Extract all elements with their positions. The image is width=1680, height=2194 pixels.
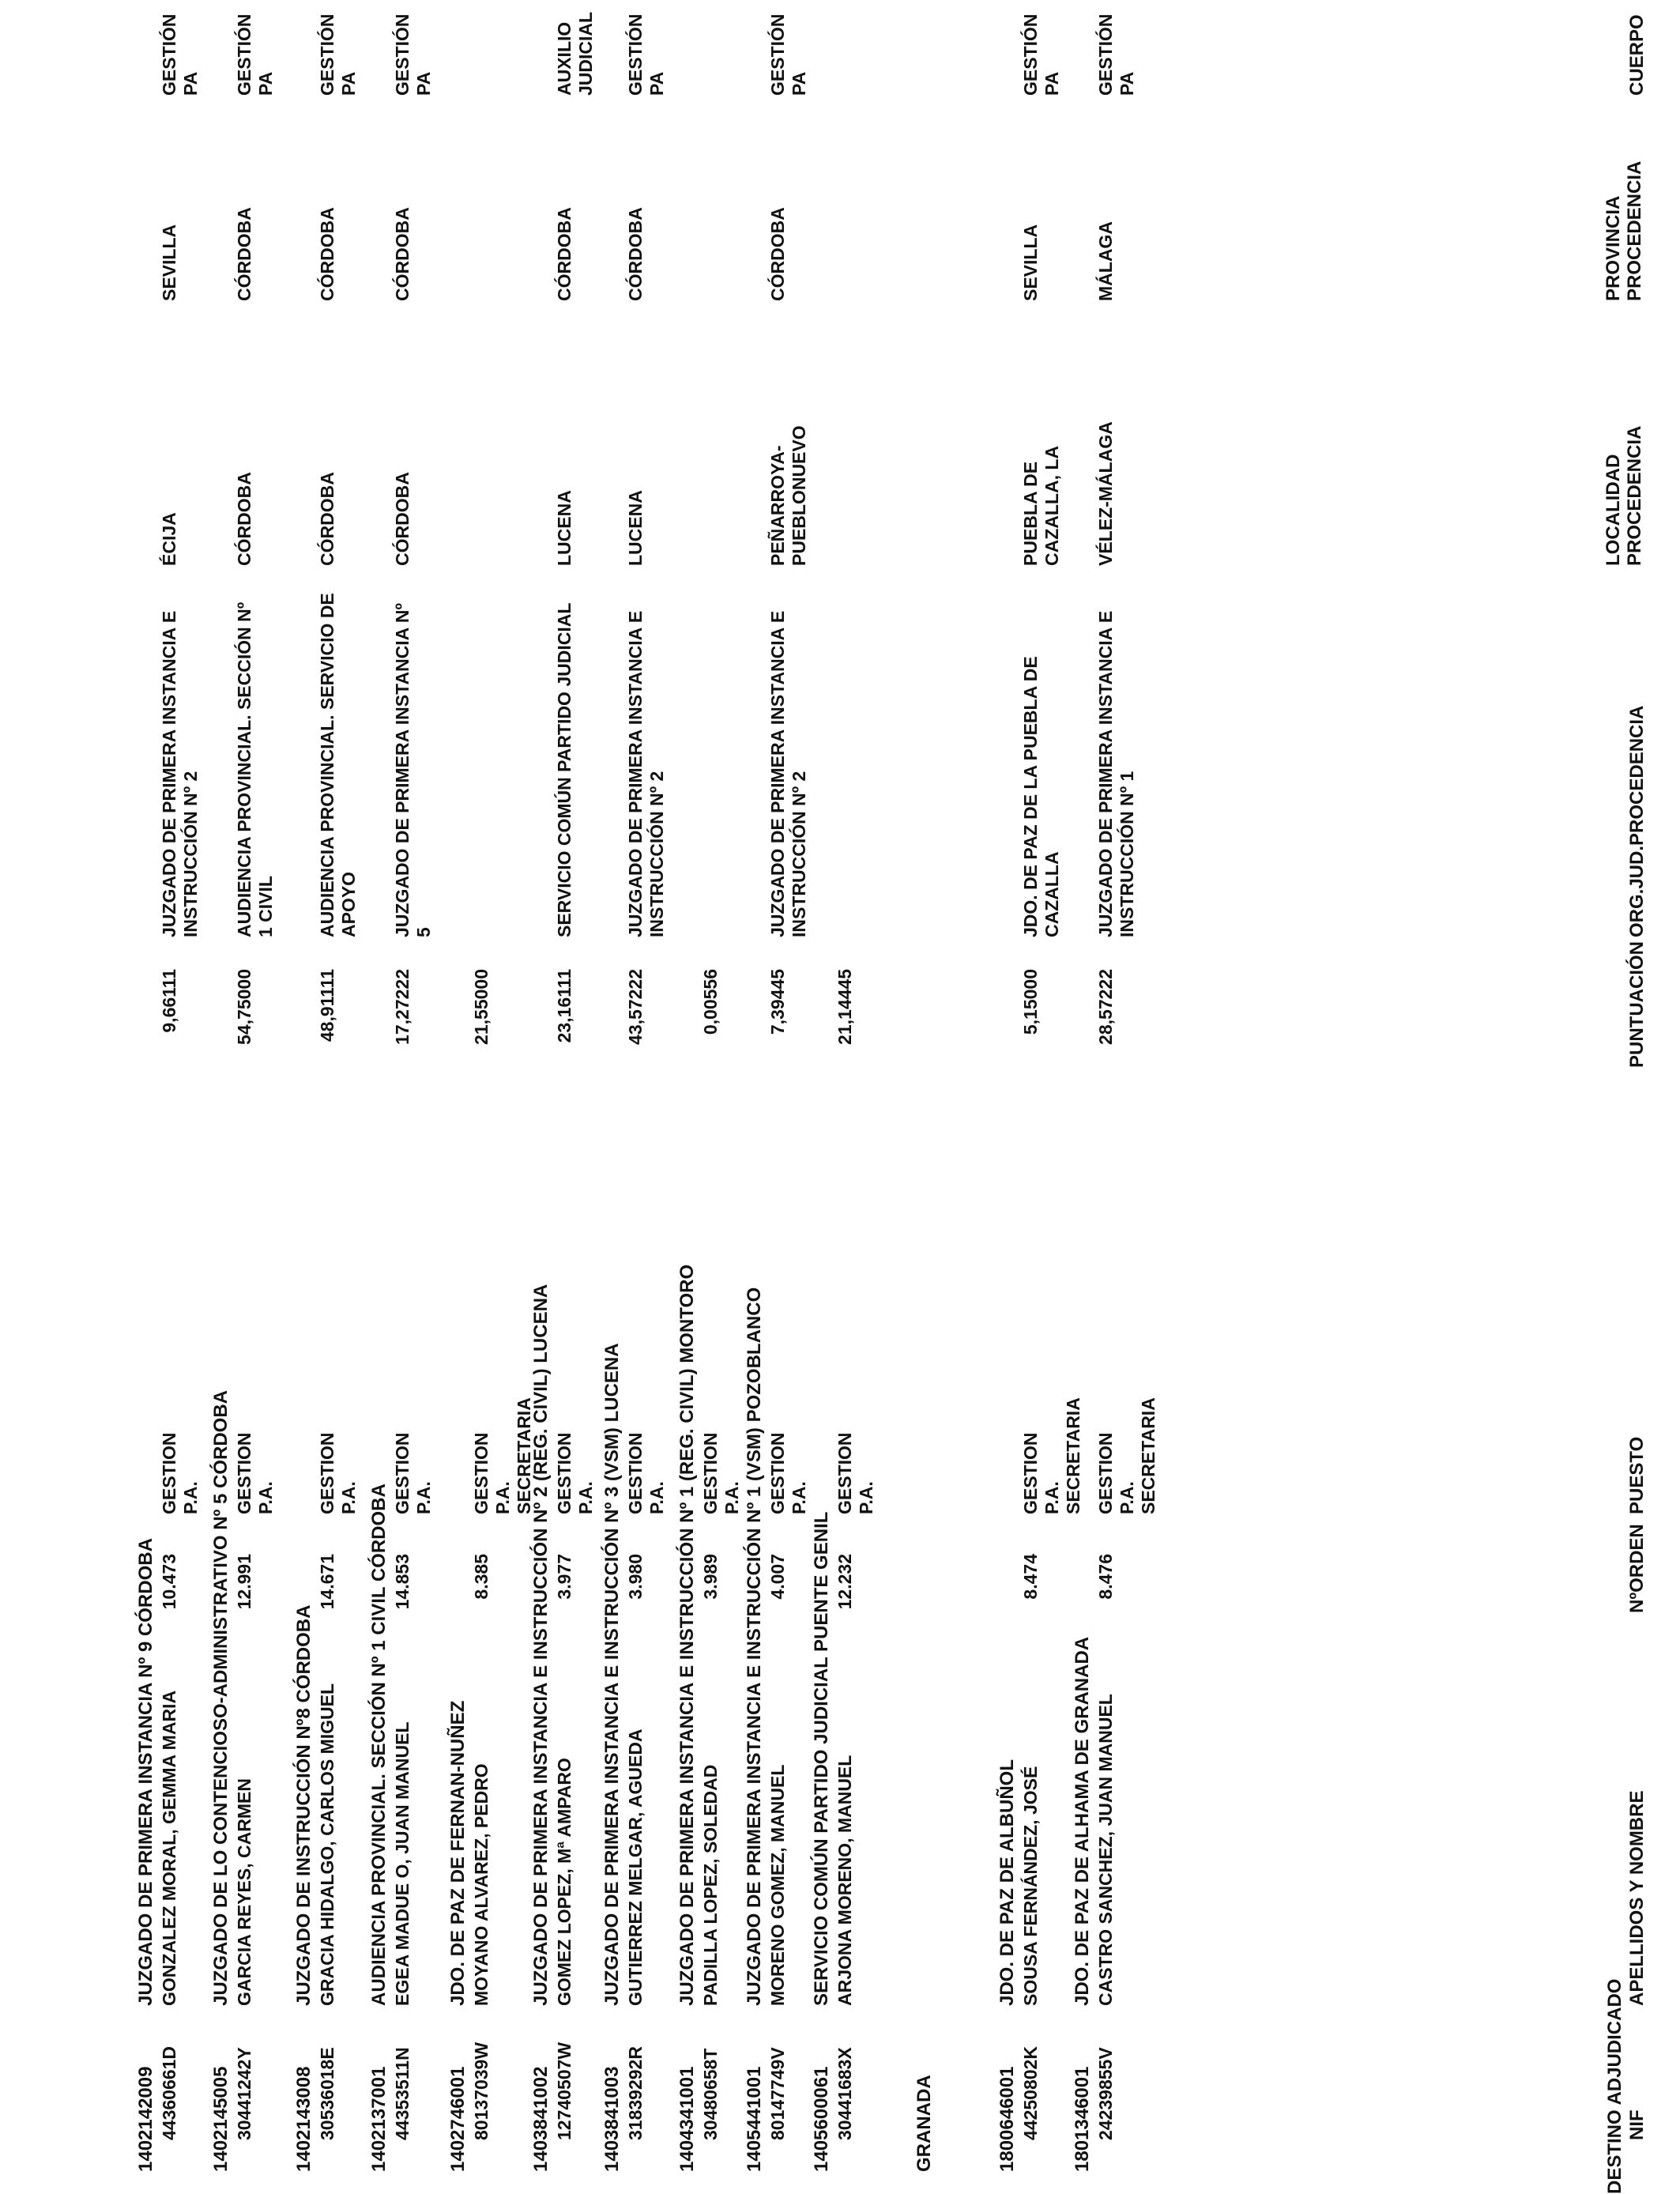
destino-title: JDO. DE PAZ DE ALHAMA DE GRANADA [1072,1636,1093,2006]
cell-nif: 12740507W [554,2041,574,2140]
cell-puesto: GESTION P.A. SECRETARIA [1020,1397,1083,1514]
header-puntuacion: PUNTUACIÓN [1626,941,1648,1068]
destino-title: JUZGADO DE PRIMERA INSTANCIA E INSTRUCCIÓN Nº 1 (VSM) POZOBLANCO [744,1287,765,2006]
cell-puesto: GESTION P.A. SECRETARIA [471,1397,534,1514]
cell-provincia: CÓRDOBA [317,207,337,301]
cell-orden: 3.989 [700,1554,721,1600]
cell-provincia: CÓRDOBA [625,207,646,301]
destino-code: 1405441001 [744,2066,765,2172]
cell-puntuacion: 17,27222 [392,969,412,1045]
cell-nombre: MORENO GOMEZ, MANUEL [767,1764,788,2006]
cell-nombre: GUTIERREZ MELGAR, AGUEDA [625,1728,646,2006]
cell-orden: 12.232 [834,1554,855,1610]
header-provincia: PROVINCIA PROCEDENCIA [1603,160,1645,301]
header-puesto: PUESTO [1626,1436,1648,1514]
destino-code: 1402145005 [210,2066,232,2172]
destino-code: 1403841003 [601,2066,623,2172]
cell-puntuacion: 54,75000 [234,969,254,1045]
destino-title: JUZGADO DE PRIMERA INSTANCIA E INSTRUCCIÓN Nº 3 (VSM) LUCENA [601,1343,623,2006]
cell-orden: 3.977 [554,1554,574,1600]
destino-title: JUZGADO DE PRIMERA INSTANCIA E INSTRUCCIÓN Nº 2 (REG. CIVIL) LUCENA [530,1284,552,2006]
cell-nif: 30536018E [317,2047,337,2140]
cell-orden: 8.476 [1095,1554,1116,1600]
destino-code: 1402143008 [293,2066,315,2172]
destino-code: 1801346001 [1072,2066,1093,2172]
cell-puesto: GESTION P.A. [767,1432,809,1514]
cell-puntuacion: 23,16111 [554,969,574,1043]
cell-puesto: GESTION P.A. [834,1432,876,1514]
cell-puesto: GESTION P.A. [625,1432,667,1514]
destino-code: 1404341001 [676,2066,698,2172]
cell-nombre: ARJONA MORENO, MANUEL [834,1755,855,2006]
cell-nif: 44353511N [392,2047,412,2140]
cell-nif: 30480658T [700,2048,721,2140]
destino-code: 1403841002 [530,2066,552,2172]
destino-title: JUZGADO DE LO CONTENCIOSO-ADMINISTRATIVO Nº 5 CÓRDOBA [210,1389,232,2006]
cell-org: JUZGADO DE PRIMERA INSTANCIA E INSTRUCCIÓN Nº 1 [1095,610,1137,937]
cell-cuerpo: GESTIÓN PA [159,13,201,96]
cell-localidad: CÓRDOBA [234,472,254,566]
cell-puntuacion: 7,39445 [767,969,788,1035]
cell-provincia: CÓRDOBA [554,207,574,301]
destino-title: AUDIENCIA PROVINCIAL. SECCIÓN Nº 1 CIVIL CÓRDOBA [368,1483,390,2006]
cell-provincia: CÓRDOBA [392,207,412,301]
cell-nif: 44250802K [1020,2046,1041,2140]
cell-localidad: CÓRDOBA [317,472,337,566]
cell-localidad: LUCENA [625,490,646,566]
destino-code: 1402142009 [135,2066,156,2172]
cell-localidad: CÓRDOBA [392,472,412,566]
province-label: GRANADA [913,2075,935,2172]
cell-puntuacion: 28,57222 [1095,969,1116,1045]
cell-nif: 30441683X [834,2047,855,2140]
cell-orden: 10.473 [159,1554,179,1610]
cell-puntuacion: 43,57222 [625,969,646,1045]
destino-title: JUZGADO DE PRIMERA INSTANCIA Nº 9 CÓRDOBA [135,1538,156,2006]
cell-cuerpo: GESTIÓN PA [234,13,276,96]
cell-nif: 31839292R [625,2046,646,2140]
header-cuerpo: CUERPO [1626,14,1648,96]
cell-nombre: GRACIA HIDALGO, CARLOS MIGUEL [317,1683,337,2006]
cell-orden: 4.007 [767,1554,788,1600]
cell-localidad: PEÑARROYA-PUEBLONUEVO [767,425,809,566]
destino-title: JUZGADO DE PRIMERA INSTANCIA E INSTRUCCIÓN Nº 1 (REG. CIVIL) MONTORO [676,1264,698,2006]
destino-code: 1402137001 [368,2066,390,2172]
destino-adjudicado-heading: DESTINO ADJUDICADO [1604,1978,1625,2194]
cell-cuerpo: AUXILIO JUDICIAL [554,11,596,96]
cell-orden: 8.474 [1020,1554,1041,1600]
cell-org: JUZGADO DE PRIMERA INSTANCIA Nº 5 [392,603,434,937]
cell-nombre: CASTRO SANCHEZ, JUAN MANUEL [1095,1694,1116,2006]
destino-title: JDO. DE PAZ DE FERNAN-NUÑEZ [447,1700,469,2006]
cell-nombre: PADILLA LOPEZ, SOLEDAD [700,1764,721,2006]
cell-orden: 14.671 [317,1554,337,1610]
cell-puntuacion: 48,91111 [317,969,337,1042]
cell-puesto: GESTION P.A. [159,1432,201,1514]
cell-org: JUZGADO DE PRIMERA INSTANCIA E INSTRUCCIÓN Nº 2 [159,610,201,937]
cell-puesto: GESTION P.A. SECRETARIA [1095,1397,1158,1514]
destino-code: 1405600061 [811,2066,832,2172]
cell-localidad: VÉLEZ-MÁLAGA [1095,421,1116,566]
cell-puntuacion: 21,55000 [471,969,492,1045]
cell-org: AUDIENCIA PROVINCIAL. SERVICIO DE APOYO [317,593,359,937]
cell-cuerpo: GESTIÓN PA [1020,13,1062,96]
cell-puesto: GESTION P.A. [317,1432,359,1514]
cell-puntuacion: 0,00556 [700,969,721,1035]
cell-puesto: GESTION P.A. [234,1432,276,1514]
cell-localidad: ÉCIJA [159,512,179,566]
cell-puesto: GESTION P.A. [700,1432,742,1514]
cell-orden: 8.385 [471,1554,492,1600]
cell-nombre: SOUSA FERNÁNDEZ, JOSÉ [1020,1766,1041,2006]
cell-puntuacion: 5,15000 [1020,969,1041,1035]
cell-puesto: GESTION P.A. [392,1432,434,1514]
cell-cuerpo: GESTIÓN PA [625,13,667,96]
cell-nif: 80147749V [767,2047,788,2140]
cell-provincia: CÓRDOBA [234,207,254,301]
destino-code: 1800646001 [996,2066,1018,2172]
destino-title: JUZGADO DE INSTRUCCIÓN Nº8 CÓRDOBA [293,1604,315,2006]
cell-org: AUDIENCIA PROVINCIAL. SECCIÓN Nº 1 CIVIL [234,601,276,937]
cell-provincia: SEVILLA [159,224,179,301]
header-nombre: APELLIDOS Y NOMBRE [1626,1790,1648,2006]
destino-title: JDO. DE PAZ DE ALBUÑOL [996,1759,1018,2006]
cell-puesto: GESTION P.A. [554,1432,596,1514]
cell-provincia: CÓRDOBA [767,207,788,301]
cell-cuerpo: GESTIÓN PA [392,13,434,96]
cell-nif: 80137039W [471,2041,492,2140]
cell-nombre: GONZALEZ MORAL, GEMMA MARIA [159,1690,179,2006]
cell-nombre: MOYANO ALVAREZ, PEDRO [471,1763,492,2006]
destino-title: SERVICIO COMÚN PARTIDO JUDICIAL PUENTE GENIL [811,1511,832,2006]
cell-org: SERVICIO COMÚN PARTIDO JUDICIAL [554,602,574,937]
cell-puntuacion: 21,14445 [834,969,855,1045]
cell-puntuacion: 9,66111 [159,969,179,1033]
header-localidad: LOCALIDAD PROCEDENCIA [1603,425,1645,566]
cell-cuerpo: GESTIÓN PA [317,13,359,96]
cell-nombre: EGEA MADUE O, JUAN MANUEL [392,1721,412,2006]
cell-orden: 3.980 [625,1554,646,1600]
cell-nombre: GARCIA REYES, CARMEN [234,1778,254,2006]
cell-nif: 44360661D [159,2046,179,2140]
cell-org: JUZGADO DE PRIMERA INSTANCIA E INSTRUCCIÓN Nº 2 [625,610,667,937]
cell-nif: 24239855V [1095,2047,1116,2140]
cell-nif: 30441242Y [234,2047,254,2140]
cell-provincia: SEVILLA [1020,224,1041,301]
cell-cuerpo: GESTIÓN PA [767,13,809,96]
cell-localidad: PUEBLA DE CAZALLA, LA [1020,445,1062,566]
document-title [1604,0,1626,2194]
cell-nombre: GOMEZ LOPEZ, Mª AMPARO [554,1758,574,2006]
header-orden: NºORDEN [1626,1524,1648,1613]
cell-org: JDO. DE PAZ DE LA PUEBLA DE CAZALLA [1020,656,1062,937]
cell-orden: 14.853 [392,1554,412,1610]
cell-localidad: LUCENA [554,490,574,566]
destino-code: 1402746001 [447,2066,469,2172]
cell-orden: 12.991 [234,1554,254,1610]
cell-provincia: MÁLAGA [1095,221,1116,301]
header-org: ORG.JUD.PROCEDENCIA [1626,705,1648,937]
cell-org: JUZGADO DE PRIMERA INSTANCIA E INSTRUCCIÓN Nº 2 [767,610,809,937]
cell-cuerpo: GESTIÓN PA [1095,13,1137,96]
header-nif: NIF [1626,2109,1648,2140]
